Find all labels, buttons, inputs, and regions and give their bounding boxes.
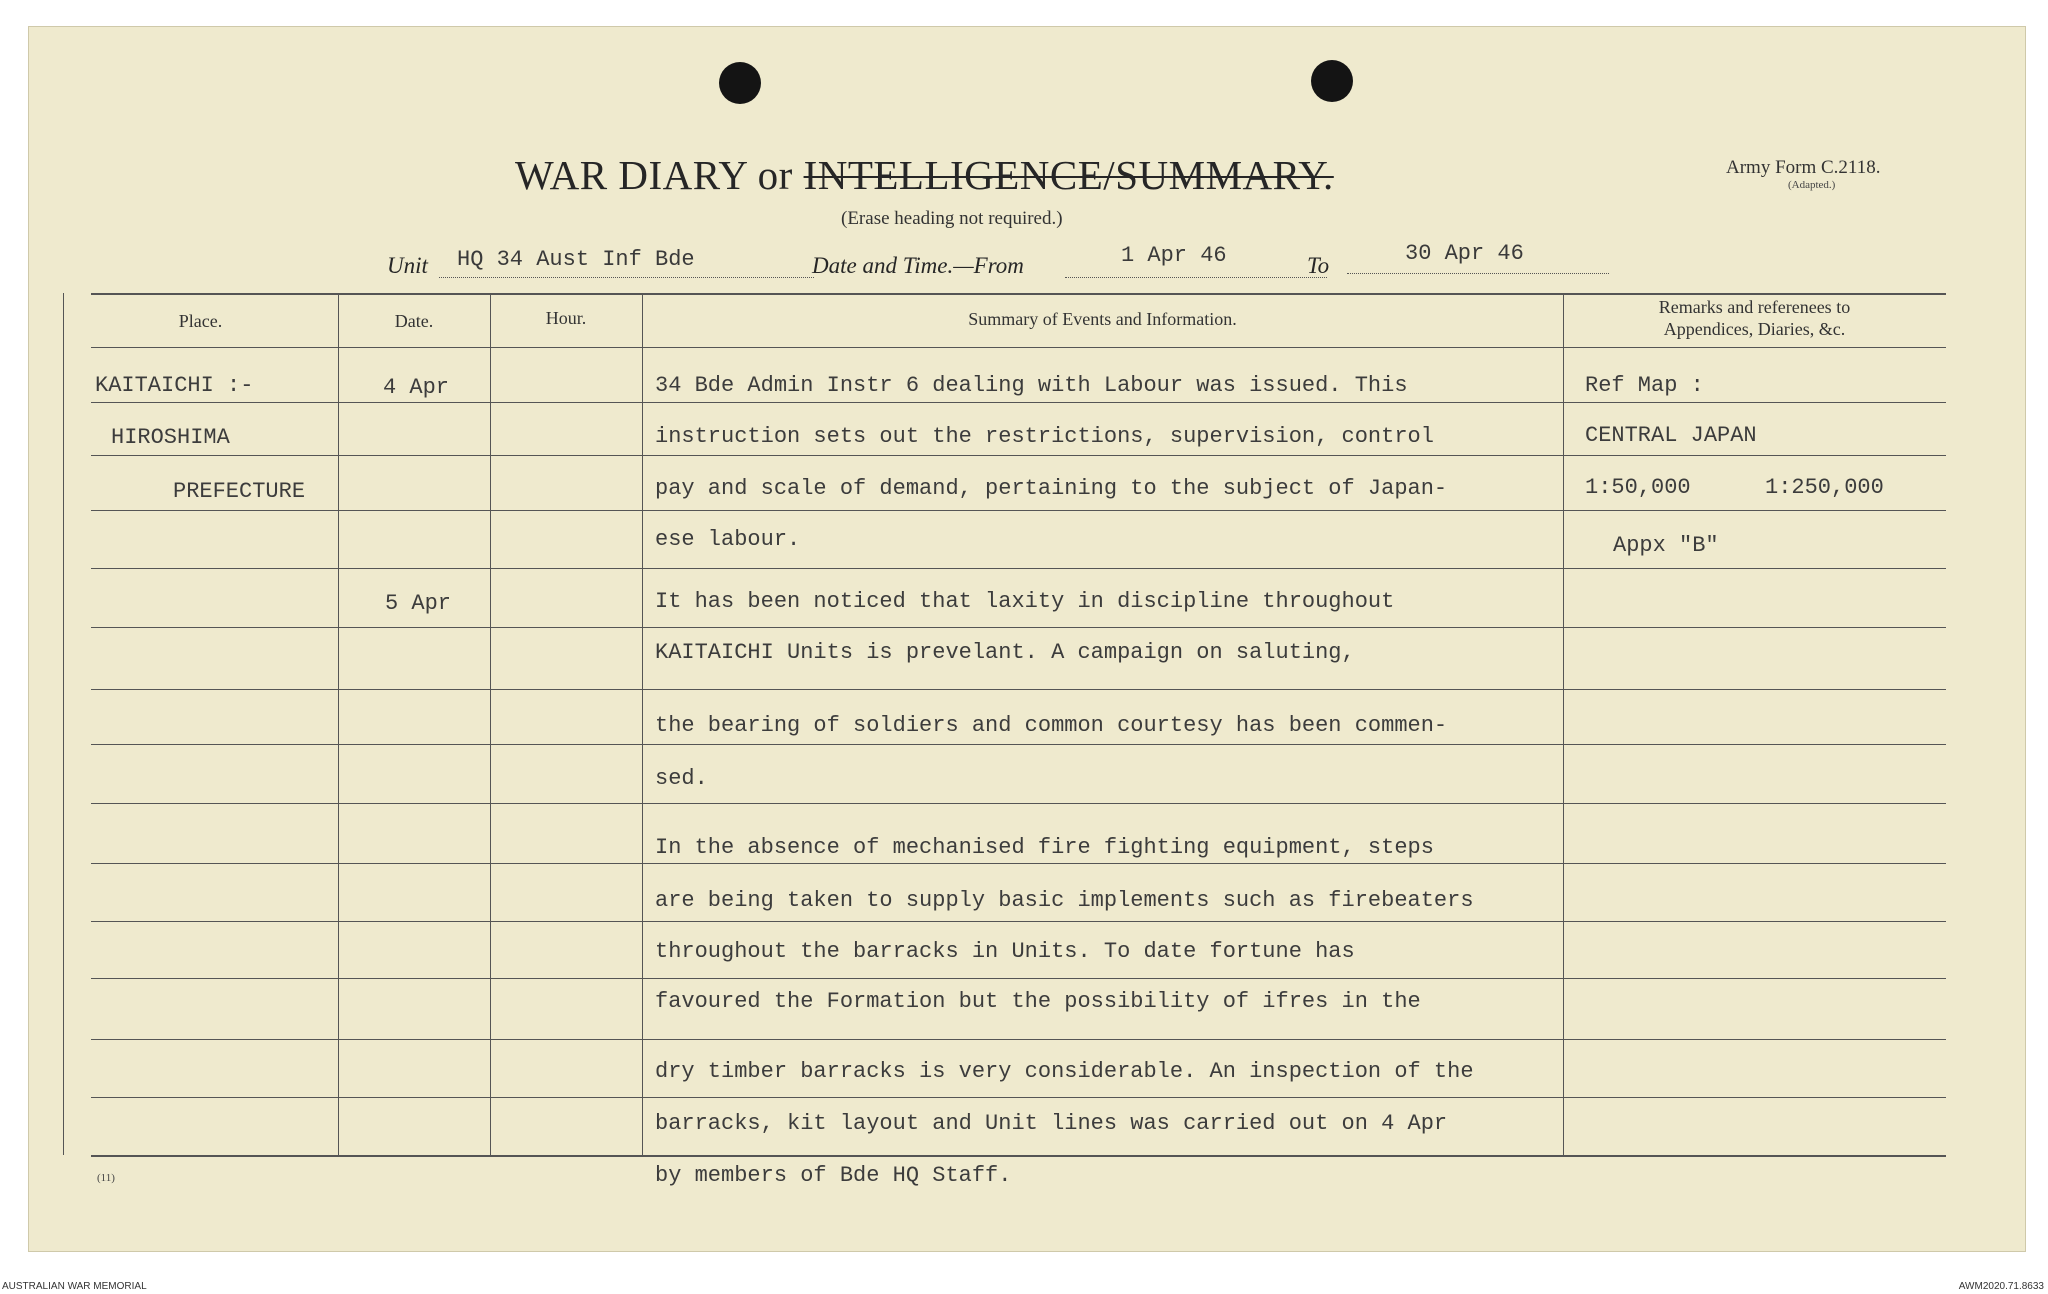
col-header-summary: Summary of Events and Information. bbox=[968, 309, 1237, 329]
summary-line: the bearing of soldiers and common courtesy has been commen- bbox=[655, 713, 1448, 738]
summary-line: by members of Bde HQ Staff. bbox=[655, 1163, 1012, 1188]
unit-value: HQ 34 Aust Inf Bde bbox=[457, 247, 695, 272]
erase-note: (Erase heading not required.) bbox=[841, 208, 1063, 229]
summary-line: sed. bbox=[655, 766, 708, 791]
row-rule bbox=[91, 921, 1946, 922]
diary-page bbox=[28, 26, 2026, 1252]
row-rule bbox=[91, 803, 1946, 804]
row-rule bbox=[91, 402, 1946, 403]
adapted-label: (Adapted.) bbox=[1788, 179, 1836, 191]
col-header-place: Place. bbox=[178, 311, 223, 331]
punch-hole-right bbox=[1311, 60, 1353, 102]
to-label: To bbox=[1307, 253, 1330, 278]
remarks-line: 1:50,000 bbox=[1585, 475, 1691, 500]
row-rule bbox=[91, 510, 1946, 511]
date-to-underline bbox=[1347, 273, 1609, 274]
col-divider bbox=[490, 293, 491, 1155]
remarks-line: CENTRAL JAPAN bbox=[1585, 423, 1757, 448]
remarks-line: 1:250,000 bbox=[1765, 475, 1884, 500]
unit-label: Unit bbox=[387, 253, 428, 278]
row-rule bbox=[91, 1039, 1946, 1040]
row-rule bbox=[91, 689, 1946, 690]
summary-line: In the absence of mechanised fire fighting equipment, steps bbox=[655, 835, 1434, 860]
date-to-value: 30 Apr 46 bbox=[1405, 241, 1524, 266]
title-primary: WAR DIARY or bbox=[515, 152, 793, 198]
row-rule bbox=[91, 1097, 1946, 1098]
page-title bbox=[515, 151, 1334, 199]
summary-line: dry timber barracks is very considerable. An inspection of the bbox=[655, 1059, 1474, 1084]
remarks-line: Ref Map : bbox=[1585, 373, 1704, 398]
row-rule bbox=[91, 627, 1946, 628]
punch-hole-left bbox=[719, 62, 761, 104]
date-from-underline bbox=[1065, 277, 1327, 278]
col-divider bbox=[338, 293, 339, 1155]
remarks-line: Appx "B" bbox=[1613, 533, 1719, 558]
date-time-label: Date and Time.—From bbox=[812, 253, 1024, 278]
table-top-rule bbox=[91, 293, 1946, 295]
place-line: KAITAICHI :- bbox=[95, 373, 254, 398]
col-header-remarks-line2: Appendices, Diaries, &c. bbox=[1663, 319, 1846, 339]
footer-right: AWM2020.71.8633 bbox=[1958, 1281, 2044, 1292]
summary-line: are being taken to supply basic implements such as firebeaters bbox=[655, 888, 1474, 913]
summary-line: throughout the barracks in Units. To date fortune has bbox=[655, 939, 1355, 964]
col-divider bbox=[1563, 293, 1564, 1155]
header-rule bbox=[91, 347, 1946, 348]
place-line: HIROSHIMA bbox=[111, 425, 230, 450]
title-struck: INTELLIGENCE/SUMMARY. bbox=[803, 152, 1334, 198]
summary-line: It has been noticed that laxity in discipline throughout bbox=[655, 589, 1395, 614]
footer-left: AUSTRALIAN WAR MEMORIAL bbox=[2, 1281, 147, 1292]
col-header-remarks-line1: Remarks and referenees to bbox=[1658, 297, 1851, 317]
date-entry: 4 Apr bbox=[383, 375, 450, 400]
army-form-label: Army Form C.2118. bbox=[1726, 157, 1881, 178]
row-rule bbox=[91, 863, 1946, 864]
col-header-hour: Hour. bbox=[545, 308, 587, 328]
summary-line: instruction sets out the restrictions, supervision, control bbox=[655, 424, 1434, 449]
summary-line: KAITAICHI Units is prevelant. A campaign on saluting, bbox=[655, 640, 1355, 665]
table-bottom-rule bbox=[91, 1155, 1946, 1157]
summary-line: 34 Bde Admin Instr 6 dealing with Labour was issued. This bbox=[655, 373, 1408, 398]
col-divider bbox=[642, 293, 643, 1155]
place-line: PREFECTURE bbox=[173, 479, 306, 504]
summary-line: ese labour. bbox=[655, 527, 801, 552]
col-header-date: Date. bbox=[394, 311, 434, 331]
col-divider bbox=[63, 293, 64, 1155]
row-rule bbox=[91, 978, 1946, 979]
row-rule bbox=[91, 455, 1946, 456]
form-number: (11) bbox=[97, 1172, 115, 1184]
summary-line: barracks, kit layout and Unit lines was carried out on 4 Apr bbox=[655, 1111, 1448, 1136]
date-from-value: 1 Apr 46 bbox=[1121, 243, 1227, 268]
summary-line: pay and scale of demand, pertaining to the subject of Japan- bbox=[655, 476, 1448, 501]
row-rule bbox=[91, 744, 1946, 745]
row-rule bbox=[91, 568, 1946, 569]
date-entry: 5 Apr bbox=[385, 591, 452, 616]
unit-underline bbox=[439, 277, 814, 278]
summary-line: favoured the Formation but the possibility of ifres in the bbox=[655, 989, 1421, 1014]
